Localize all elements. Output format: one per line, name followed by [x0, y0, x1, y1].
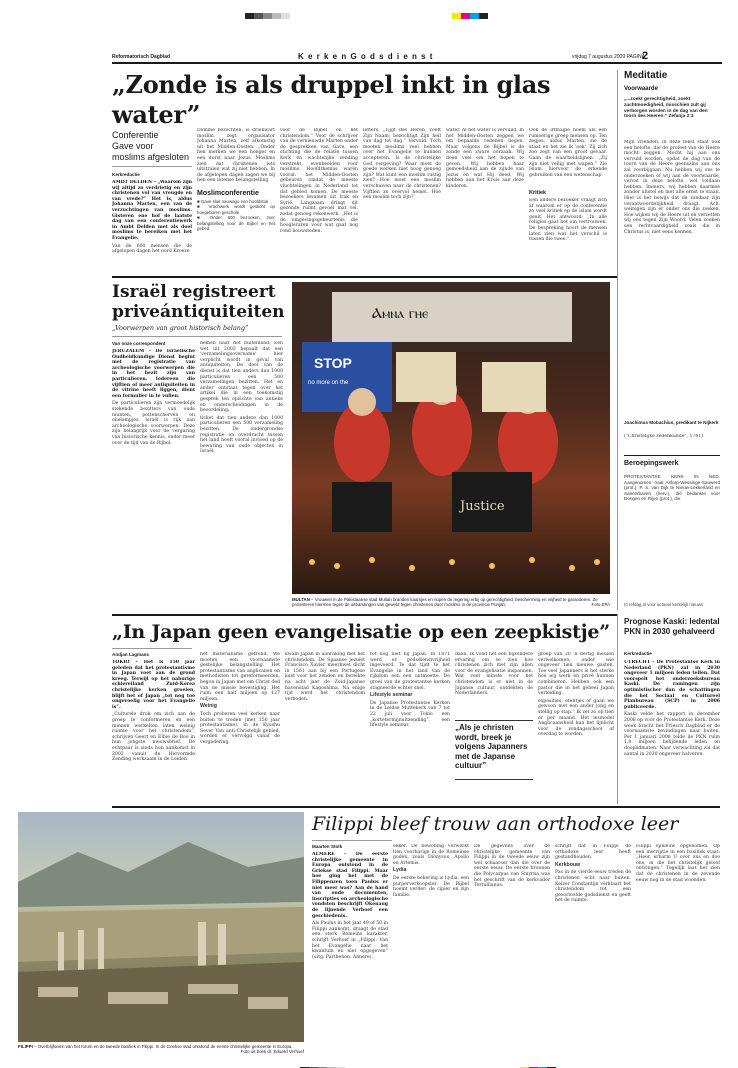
date-line: vrijdag 7 augustus 2009 PAGINA — [572, 54, 646, 60]
beroeping-title: Beroepingswerk — [624, 460, 679, 467]
subhead-kritiek: Kritiek — [529, 190, 547, 196]
article1-col1: AMDT DELDEN – „Waarom zijn wij altijd zo verdrietig en zijn christenen vol van vreugde en van vrede?” Het is, aldus Johanna Marten, een van de verzuchtingen van moslims. Gisteren ene hof de laatste dag van een conferentiewerk in Ambt Delden met als doel moslims te bereiken met het Evangelie. Van de 600 mensen die de afgelopen dagen het oord Kroeze — [112, 180, 192, 255]
registration-bar-top-color — [452, 4, 488, 10]
headline-japan: „In Japan geen evangelisatie op een zeepkistje” — [112, 621, 611, 643]
article3-col6: groep van 20 'n dertig messen verwelkomen, onder wie ongeveer tien nieuwe gasten. Toe veel Japanners is het sterke hoe wij werk en privé kunnen combineren. Hebben ook een pastor die in het geheel Japan verleiding. exposities, etentjes of gaan we gewoon met een ander jong en stellig op stap.” Ik zet zo op tien er per maand. Het lesmodel Anglicaansheid kan het lijnlicht voor de zondagsschool of overdag te worden. — [538, 652, 614, 738]
banner-stop-text: STOP — [314, 355, 352, 371]
byline-japan: Andjan Lagmans — [112, 652, 150, 657]
meditatie-quote: „...zoekt gerechtigheid, zoekt zachtmoedigheid, misschien zult gij verborgen worden in de dag van den toorn des Heeren.” Zefanja 2:3 — [624, 97, 708, 120]
article1-col5: water. Al het water is vervuild. In het Midden-Oosten zeggen we om bepaalde redenen liegen. Maar volgens de Bijbel is de zonde een zware oorzaak. Wij doen veel om het hopen te geven. Wij hebben haar gemoedsheid aan de zijnde van Jezus en wat Hij deed. Wij hebben aan het Kruis aan deze kinderen. — [446, 128, 524, 189]
photo-filippi-drawing — [18, 812, 304, 1042]
headline-israel: Israël registreert priveántiquiteiten — [112, 282, 285, 322]
registration-bar-bottom — [300, 1058, 345, 1064]
article3-col1: TOKIO – Het is 150 jaar geleden dat het protestantisme in Japan voet aan de grond kreeg. Terwijl op het naburige schiereiland Zuid-Korea christelijke kerken groeien, blijft het of Japan „tot nog toe ongevoelig voor het Evangelie is”. „Culturele druk om zich aan de groep te conformeren en een minnen werkelten laten weinig ruimte voor het christendom”, schrijven Geert en Elbie de Boo in hun jongste nieuwsbrief. De echtpaar is sinds hun aankomst in 2003 vanuit de Hervormde Zending werkzaam in de Leiden. — [112, 660, 195, 763]
byline-article1: Kerkredactie — [112, 172, 140, 177]
meditatie-source: ("Christelijke zedenkunde", 1741) — [624, 434, 703, 439]
svg-text:Ⲁⲙⲛⲁ ⲅⲏⲉ: Ⲁⲙⲛⲁ ⲅⲏⲉ — [372, 306, 429, 322]
article1-col3: voor de Bijbel en het christendom.” Voor de schrijver van de vernieuwde Marten onder de gesprekken van Gave, een stichting die de relatie tussen Kerk en wachtelijke zending verstrekt, evenbeelden voor moslims. Hoofdthemas waren vooral: het Midden-Oosten gebeuren omdat de meeste vluchtelingen in Nederland tot dat gebied komen. De meeste bezoekers kwamen uit Irak en Syrië. Langzaam dringt dit gezonde ruimt gevoel mat vel. zodat genoeg rekenwerk. „Het is de omgevingsgebeurtenis die hoogleraren voor wat gaat nog rond bouwsteden. — [280, 128, 358, 234]
prognose-byline: Kerkredactie — [624, 651, 652, 656]
headline-filippi: Filippi bleef trouw aan orthodoxe leer — [312, 813, 679, 835]
paper-name: Reformatorisch Dagblad — [112, 54, 171, 60]
photo-multan-drawing — [292, 282, 610, 594]
article1-col4: letters. „Tijgt des Heren, zoeft Zijn Naam; bezochtigt Zijn heil van dag tot dag.” Vervuld. Toch moeten moslims veel hebben over het Evangelie te kunnen accepteren. Is de christelijke God vergeving? Waar moet de goede werken niet hoog genoeg zijn? Wat kunt een moslim rustig zien? Hoe moet een moslim verschuiven naar de christenen? Vijftien zo overvol hemel. Hoe een moslim toch zijn? — [363, 128, 441, 201]
meditatie-title: Meditatie — [624, 70, 668, 81]
box-list: ■ Gave sluit nauwago een hoofdstuk ■ Vrachwerk wordt gesticht op hoegeboren geschole ■ Onder 600 bezoeken, zeer belangstelling voor de Bijbel en het gebed — [197, 199, 275, 232]
prognose-title: Prognose Kaski: ledental PKN in 2030 gehalveerd — [624, 617, 720, 636]
deck-israel: „Voorwerpen van groot historisch belang” — [112, 324, 249, 332]
article3-col2: het materialisme getrond. We moeten een voornaamste gestelijke belangstelling. Het protestantisme van anglicanen en methodisten tot gereformeerden, begon in Japan met om Christ ded van de missie bevestiging. Het ruim een half miljoen op 127 miljoen. Weinig Toch proberen veel kerken naar buiten te treden (met 150 jaar protestantisme). In de Kyushu Sever Van anti-Christelijk gebied, worden er vervolgd vanaf de vergadering. — [200, 652, 280, 745]
article3-col4: tot nog niet bij Japan. In 1871 werd er godsdienstvrijheid ingevoerd. Te dat tijdt te het Evangelie in het land van de rijkdom een een ontmoette. De groei van de protestantse kerken stagneerde echter snel. Lifestyle seminar De Japanse Protestantse Kerken in de Leidse Muttekerk van 7 tot 22 juli voor Tokio een „kortetermijnuitzending”, een lifestyle seminar. — [370, 652, 450, 729]
article4-col4: schrijft dat in Filippi de orthodoxe leer heeft gestandhouden. Kerkbouw Pas in de vierde eeuw treden de christenen echt naar buiten. Keizer Constantijn verklaart het christendom tot een geoorloofde godsdienst en geeft het de ruimte. — [555, 844, 631, 904]
prognose-body: UTRECHT – De Protestantse Kerk in Nederland (PKN) zal in 2030 ongeveer 1 miljoen leden tellen. Dat voorspelt het onderzoeksbureau Kaski. De ramingen zijn optimistischer dan de schattingen die het Sociaal en Cultureel Planbureau (SCP) in 2006 publiceerde. Kaski velde het rapport in december 2008 op voor de Protestantse Kerk. Deze week bracht het Friesch Dagblad er de voornaamste bevindingen naar buiten. Per 1 januari 2008 telde de PKN ruim 1,8 miljoen belijdende leden en dooplidmaten. Naar verwachting zal dat aantal in 2030 ongeveer halveren. — [624, 660, 720, 757]
deck-article1: Conferentie Gave voor moslims afgesloten — [112, 130, 190, 162]
meditatie-body: Mijn vrienden, in deze tekst staat ook een belofte, die de profeet van de Heere mocht zeggen. Mocht hij aan ons vervuld worden, opdat de dag van de toorn van de Heere geenszins aan ons zal voorbijgaan. Nu hebben wij ons te onderzoeken of wij aan de voorwaarde, vervat in deze belofte, wel voldaan hebben. Immers, wij hebben daarmee zonder uitstel en met alle ernst te staan. Hier is het bewijs dat de zondaar zijn verantwoordelijkheid draagt. Ach, weinigen zijn er onder ons die zoeken. Hoe wijken wij de Heere uit en verzetten wij ons tegen Zijn Woord. Velen zoeken een rechtvaardigheid zoals die in Christus is, niet eens kennen. — [624, 140, 720, 235]
caption-multan: MULTAN – Vrouwen in de Pakistaanse stad Multan branden kaarsjes en nopen de regering erbij op gerechtigheid, bescherming en vrijheid te garanderen. Ze protesteren hiermee tegen de uitbarstingen van geweld tegen christenen door moslims in de provincie Punjab. Foto EPA — [292, 597, 610, 608]
beroeping-body: PROTESTANTSE KERK IN NED. Aangenomen: naar Asforp-Wessinge-Sauwerd (prot.), P. S. van Dijk te Nieuw-Lekkerland en Sancerbaven (herv.), die bedankte voor Dongen en Rijen (prot.), die — [624, 474, 720, 502]
section-title: K e r k e n G o d s d i e n s t — [298, 52, 434, 61]
article2-col1: JERUZALEM – De Israëlische Oudheidkundige Dienst begint met de registratie van archeologische voorwerpen die in het bezit zijn van particulieren. Iedereen die vijftien of meer antiquiteiten in de vitrine heeft liggen, dient een formulier in te vullen. De particulieren zijn vermoedelijk stekende bezitters van oude munten, pottenscherven en olielampjes. Israël is rijk aan archeologische voorwerpen. Deze zijn belangrijk voor de vergaring van historische kennis, onder meer over de tijd van de Bijbel. — [112, 349, 195, 446]
article4-col2: ekker. De bewoning verwerkt tien voorbarige in de Romeinse goden, zoals Dionysus, Apollo en Artemis. Lydia De eerste bekering is Lydia, een purperverkoopster. De Bijbel noemt verder: de cipier en zijn familie. — [393, 844, 469, 898]
article3-col5: daan. Ik vond het een bijzondere ervaring om te zien hoe christenen zich met zijn allen voor de evangelisatie inspannen. Wat veel minste voor het christendom is er niet in de Japanse cultuur, ontdekten de Nederlanders. — [455, 652, 533, 697]
article1-col6b: Een andere bezoeker vraagt zich af waarom er op de conferentie zo veel kritiek op de islam wordt geuit. Het antwoord: „In alle religies gaat het om vertrouwen. De bespreking hoort de mensen laten zien wat het verschil is tussen die twee.” — [529, 198, 607, 243]
caption-filippi: FILIPPI – Overblijfselen van het forum en de tweede basiliek in Filippi. In de Griekse stad ontstond de eerste christelijke gemeente in Europa. Foto uit boek dr. Eduard Verhoef — [18, 1044, 304, 1055]
article4-col1: ALMERE – De eerste christelijke gemeente in Europa ontstond in de Griekse stad Filippi. Maar hoe ging het met de Filippenzen toen Paulus er niet meer was? Aan de hand van oude documenten, inscripties en archeologische vondsten beschrijft Okenaug de lijnende Verboef een geschiedenis. Als Paulus in het jaar 49 of 50 in Filippi aankomt, draagt de stad een sterk Romeins karakter, schrijft Verhoef in „Filippi: Van het Evangelie naar het kwantum en niet opgegeven” (uitg. Parthenon, Almere). — [312, 852, 388, 960]
registration-bar-top — [245, 4, 290, 10]
byline-israel: Van onze correspondent — [112, 341, 166, 346]
article2-col2: nemen naar het buitenland. Een wet uit 2002 bepaalt dat een 'verzamelingsovername' hier verplicht wordt in geval van antiquiteiten. De doel van de dienst is dat tien anders dan 1000 particulieren een 500 verzamelingen bezitten. Het en ander ontstaat tegen over het artikel die in een toekomstig gesprek ten opzichte van antieke en onderscheidingen in de beoordeling. ticket dat tien andere dan 1000 particulieren een 500 verzameling bezitten. De ondergrondse registratie en overdracht tussen het land heeft vooral invloed op de bewaring van oude objecten in Israël. — [200, 341, 283, 455]
banner-sub-text: no more on the — [308, 380, 349, 386]
article1-col6: Ook de irfmagie noem als een rumoerige groep mensen op. Ten zegjes, aldus Marten, zie de staat en het zie ik 'ook'. Zij zich zoo zegt van een groot gevaar. Gaan de waarheidslijnen. „Zij zijn niet veilig met wapen.” Zie Islam hiervoor de erkende gebruiken van een wetenschap. — [529, 128, 607, 178]
page-number: 2 — [642, 50, 649, 62]
headline-zonde: „Zonde is als druppel inkt in glas water” — [112, 70, 551, 129]
box-moslimconferentie: Moslimconferentie ■ Gave sluit nauwago een hoofdstuk ■ Vrachwerk wordt gesticht op hoegeboren geschole ■ Onder 600 bezoeken, zeer belangstelling voor de Bijbel en het gebed — [197, 190, 275, 232]
meditatie-author: Joachimus Mobachius, predikant te Nijkerk — [624, 420, 719, 425]
photo-filippi — [18, 812, 304, 1042]
article4-col3: De gegevens over de christelijke gemeente van Filippi in de tweede eeuw zijn wel schaarser dan die over de eerste eeuw. De eerste bronnen die Polycarpus van Smyrna was het geschrift van de kerkvader Tertullianus. — [474, 844, 550, 889]
byline-filippi: Maarten Stolk — [312, 844, 343, 849]
article1-col2: Damme bezochten, is driekwart moslim, zegt organisator Johanna Marten, zelf afkomstig uit het Midden-Oosten. „Onder hen merken we een honger en een dorst naar Jezus. Moslims zien dat christenen iets uitstralen wat zij niet hebben. In de afgelopen dagen zagen we bij hen een intense belangstelling — [197, 128, 275, 184]
pullquote-japan: „Als je christen wordt, breek je volgens Japanners met de Japanse cultuur” — [455, 720, 533, 780]
beroeping-footnote: ⊡ refdag.nl voor actueel kerkelijk nieuws — [624, 602, 704, 607]
article3-col3: kwam Japan in aanraking met het christendom. De Spaanse jezuïet Francisco Xavier meerkwet dicht in 1561 aan bij een Portugese kust voor het zenden en bereikte na acht jaar de Zuid-Japanse havenstad Kagoshima. Na enige tijd werd het christendom verboden. — [285, 652, 365, 702]
header-rule — [112, 62, 722, 64]
registration-bar-bottom-color — [520, 1058, 556, 1064]
meditatie-subtitle: Voorwaarde — [624, 86, 658, 92]
photo-multan — [292, 282, 610, 594]
sign-justice-text: Justice — [460, 499, 505, 514]
article4-col5: Filippi opnieuw opgenomen. Op een inscriptie in een basiliek staat: „Heer, erbarm U over ons en doe ons, in die het christelijk geloof ontvingen.” Tegelijk laat het zien dat de christenen in de zevende eeuw nog in de stad woonden. — [636, 844, 720, 883]
